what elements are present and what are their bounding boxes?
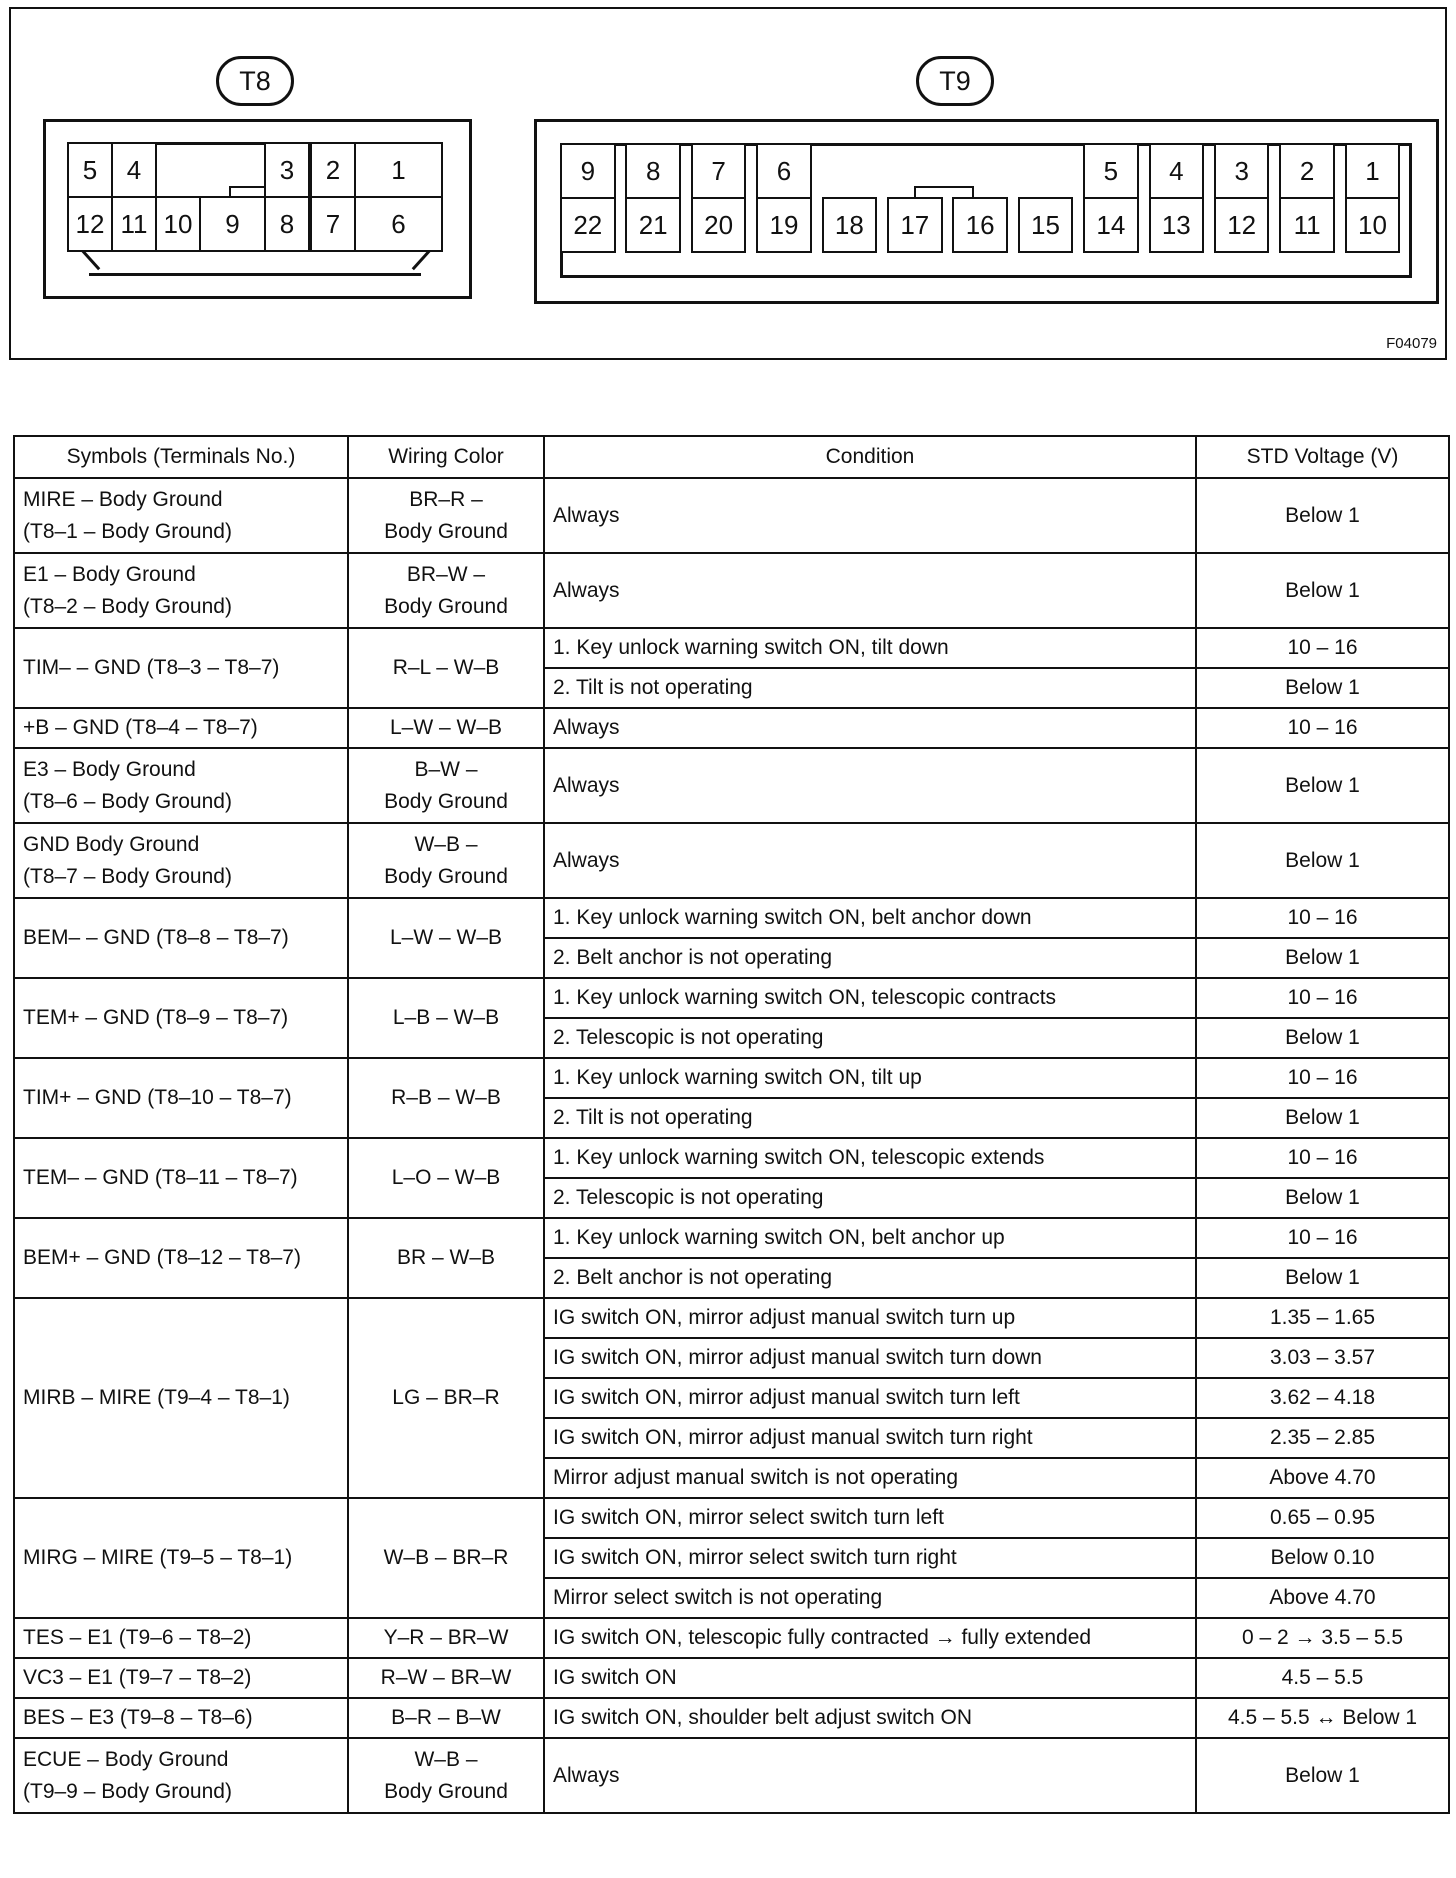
table-row xyxy=(14,978,1449,1018)
std-voltage-cell: Below 0.10 xyxy=(1196,1538,1449,1578)
t8-pin: 2 xyxy=(310,142,356,198)
symbol-cell xyxy=(14,748,348,823)
condition-cell: IG switch ON, telescopic fully contracted → fully extended xyxy=(544,1618,1196,1658)
symbol-cell xyxy=(14,978,348,1058)
wiring-color-cell xyxy=(348,748,544,823)
t9-pin: 20 xyxy=(691,197,747,253)
condition-cell: IG switch ON, mirror select switch turn left xyxy=(544,1498,1196,1538)
std-voltage-cell: Below 1 xyxy=(1196,668,1449,708)
t8-pin: 6 xyxy=(354,196,443,252)
t9-pin: 21 xyxy=(625,197,681,253)
t9-pin: 12 xyxy=(1214,197,1270,253)
std-voltage-cell: Above 4.70 xyxy=(1196,1458,1449,1498)
t8-pin: 9 xyxy=(199,196,266,252)
std-voltage-cell: Below 1 xyxy=(1196,823,1449,898)
std-voltage-cell: 0.65 – 0.95 xyxy=(1196,1498,1449,1538)
t9-connector-face xyxy=(560,143,1412,278)
std-voltage-cell: Below 1 xyxy=(1196,1738,1449,1813)
t9-connector-label: T9 xyxy=(916,56,994,106)
t9-pin: 14 xyxy=(1083,197,1139,253)
column-header-condition: Condition xyxy=(544,436,1196,478)
std-voltage-cell: 1.35 – 1.65 xyxy=(1196,1298,1449,1338)
symbol-text: MIRB – MIRE (T9–4 – T8–1) xyxy=(23,1386,290,1409)
t9-pin: 17 xyxy=(887,197,943,253)
table-row xyxy=(14,1698,1449,1738)
symbol-cell xyxy=(14,1298,348,1498)
t9-pin: 1 xyxy=(1345,143,1401,199)
wiring-color-cell xyxy=(348,978,544,1058)
condition-cell: Always xyxy=(544,708,1196,748)
condition-cell: 1. Key unlock warning switch ON, tilt up xyxy=(544,1058,1196,1098)
t8-pin: 4 xyxy=(111,142,157,198)
symbol-text: MIRE – Body Ground xyxy=(23,487,223,511)
condition-cell: 1. Key unlock warning switch ON, telescopic extends xyxy=(544,1138,1196,1178)
wiring-color-text: W–B – BR–R xyxy=(383,1546,509,1569)
symbol-text: (T8–1 – Body Ground) xyxy=(23,519,232,543)
table-header-row xyxy=(14,436,1449,478)
t9-pin: 9 xyxy=(560,143,616,199)
table-row xyxy=(14,553,1449,628)
condition-cell: 2. Belt anchor is not operating xyxy=(544,938,1196,978)
condition-cell: 2. Belt anchor is not operating xyxy=(544,1258,1196,1298)
t9-pin: 16 xyxy=(952,197,1008,253)
table-row xyxy=(14,1298,1449,1338)
wiring-color-text: LG – BR–R xyxy=(392,1386,500,1409)
wiring-color-text: BR–R – xyxy=(409,487,483,511)
condition-cell: IG switch ON xyxy=(544,1658,1196,1698)
std-voltage-cell: 0 – 2 → 3.5 – 5.5 xyxy=(1196,1618,1449,1658)
condition-cell: Always xyxy=(544,553,1196,628)
column-header-symbols: Symbols (Terminals No.) xyxy=(14,436,348,478)
t8-connector-housing xyxy=(43,119,472,299)
symbol-cell xyxy=(14,1698,348,1738)
symbol-text: VC3 – E1 (T9–7 – T8–2) xyxy=(23,1666,252,1689)
std-voltage-cell: 10 – 16 xyxy=(1196,978,1449,1018)
condition-cell: 2. Telescopic is not operating xyxy=(544,1018,1196,1058)
column-header-std-voltage: STD Voltage (V) xyxy=(1196,436,1449,478)
wiring-color-cell xyxy=(348,478,544,553)
table-row xyxy=(14,1498,1449,1538)
table-row xyxy=(14,748,1449,823)
t9-pin: 4 xyxy=(1149,143,1205,199)
t9-pin: 7 xyxy=(691,143,747,199)
symbol-text: (T9–9 – Body Ground) xyxy=(23,1779,232,1803)
symbol-cell xyxy=(14,708,348,748)
t9-pin: 13 xyxy=(1149,197,1205,253)
symbol-cell xyxy=(14,478,348,553)
std-voltage-cell: 4.5 – 5.5 xyxy=(1196,1658,1449,1698)
t9-pin: 18 xyxy=(822,197,878,253)
t9-pin: 22 xyxy=(560,197,616,253)
symbol-cell xyxy=(14,1658,348,1698)
std-voltage-cell: 10 – 16 xyxy=(1196,898,1449,938)
wiring-color-cell xyxy=(348,1618,544,1658)
t8-pin: 3 xyxy=(264,142,310,198)
wiring-color-text: BR–W – xyxy=(406,562,486,586)
std-voltage-cell: 10 – 16 xyxy=(1196,1138,1449,1178)
std-voltage-cell: Below 1 xyxy=(1196,748,1449,823)
condition-cell: 1. Key unlock warning switch ON, tilt down xyxy=(544,628,1196,668)
table-row xyxy=(14,823,1449,898)
wiring-color-text: Body Ground xyxy=(384,1779,508,1803)
condition-cell: IG switch ON, mirror select switch turn right xyxy=(544,1538,1196,1578)
condition-cell: Always xyxy=(544,748,1196,823)
symbol-cell xyxy=(14,1738,348,1813)
symbol-text: (T8–6 – Body Ground) xyxy=(23,789,232,813)
wiring-color-cell xyxy=(348,553,544,628)
symbol-cell xyxy=(14,1058,348,1138)
symbol-text: +B – GND (T8–4 – T8–7) xyxy=(23,716,258,739)
t8-pin: 12 xyxy=(67,196,113,252)
t8-pin: 10 xyxy=(155,196,201,252)
symbol-cell xyxy=(14,1218,348,1298)
wiring-color-text: R–B – W–B xyxy=(391,1086,501,1109)
wiring-color-text: L–W – W–B xyxy=(389,716,503,739)
symbol-text: E1 – Body Ground xyxy=(23,562,196,586)
wiring-color-cell xyxy=(348,1298,544,1498)
wiring-color-text: R–W – BR–W xyxy=(380,1666,512,1689)
connector-diagram xyxy=(9,7,1447,360)
std-voltage-cell: 10 – 16 xyxy=(1196,1058,1449,1098)
t8-pin: 7 xyxy=(310,196,356,252)
std-voltage-cell: 3.62 – 4.18 xyxy=(1196,1378,1449,1418)
symbol-text: TIM+ – GND (T8–10 – T8–7) xyxy=(23,1086,292,1109)
wiring-color-text: R–L – W–B xyxy=(392,656,500,679)
symbol-text: BEM+ – GND (T8–12 – T8–7) xyxy=(23,1246,301,1269)
wiring-color-text: L–O – W–B xyxy=(391,1166,501,1189)
std-voltage-cell: Below 1 xyxy=(1196,1098,1449,1138)
t8-pin: 8 xyxy=(264,196,310,252)
condition-cell: IG switch ON, mirror adjust manual switch turn down xyxy=(544,1338,1196,1378)
wiring-color-cell xyxy=(348,708,544,748)
condition-cell: 2. Telescopic is not operating xyxy=(544,1178,1196,1218)
figure-code: F04079 xyxy=(1386,335,1437,352)
symbol-cell xyxy=(14,1618,348,1658)
t9-pin: 3 xyxy=(1214,143,1270,199)
wiring-color-text: W–B – xyxy=(414,832,478,856)
condition-cell: IG switch ON, mirror adjust manual switch turn right xyxy=(544,1418,1196,1458)
std-voltage-cell: Below 1 xyxy=(1196,478,1449,553)
t9-pin: 8 xyxy=(625,143,681,199)
wiring-color-text: Body Ground xyxy=(384,594,508,618)
std-voltage-cell: 2.35 – 2.85 xyxy=(1196,1418,1449,1458)
condition-cell: Always xyxy=(544,823,1196,898)
condition-cell: IG switch ON, mirror adjust manual switch turn up xyxy=(544,1298,1196,1338)
std-voltage-cell: 3.03 – 3.57 xyxy=(1196,1338,1449,1378)
wiring-color-cell xyxy=(348,1698,544,1738)
t9-pin: 5 xyxy=(1083,143,1139,199)
t9-pin: 15 xyxy=(1018,197,1074,253)
condition-cell: 2. Tilt is not operating xyxy=(544,668,1196,708)
condition-cell: Mirror select switch is not operating xyxy=(544,1578,1196,1618)
std-voltage-cell: Below 1 xyxy=(1196,1018,1449,1058)
symbol-cell xyxy=(14,898,348,978)
std-voltage-cell: 10 – 16 xyxy=(1196,1218,1449,1258)
wiring-color-text: B–R – B–W xyxy=(391,1706,501,1729)
table-row xyxy=(14,898,1449,938)
wiring-color-text: W–B – xyxy=(414,1747,478,1771)
wiring-color-cell xyxy=(348,898,544,978)
t8-pin: 1 xyxy=(354,142,443,198)
symbol-text: ECUE – Body Ground xyxy=(23,1747,229,1771)
condition-cell: Always xyxy=(544,1738,1196,1813)
symbol-text: MIRG – MIRE (T9–5 – T8–1) xyxy=(23,1546,293,1569)
symbol-text: BES – E3 (T9–8 – T8–6) xyxy=(23,1706,253,1729)
wiring-color-cell xyxy=(348,1738,544,1813)
table-row xyxy=(14,1618,1449,1658)
std-voltage-cell: 4.5 – 5.5 ↔ Below 1 xyxy=(1196,1698,1449,1738)
symbol-text: (T8–2 – Body Ground) xyxy=(23,594,232,618)
wiring-color-cell xyxy=(348,1138,544,1218)
symbol-cell xyxy=(14,628,348,708)
wiring-color-cell xyxy=(348,823,544,898)
symbol-cell xyxy=(14,1498,348,1618)
table-row xyxy=(14,1658,1449,1698)
table-row xyxy=(14,628,1449,668)
t8-connector-face xyxy=(67,142,443,276)
condition-cell: IG switch ON, shoulder belt adjust switch ON xyxy=(544,1698,1196,1738)
t8-pin: 11 xyxy=(111,196,157,252)
t8-connector-label: T8 xyxy=(216,56,294,106)
condition-cell: 1. Key unlock warning switch ON, belt anchor down xyxy=(544,898,1196,938)
wiring-color-text: L–W – W–B xyxy=(389,926,503,949)
symbol-cell xyxy=(14,553,348,628)
t9-pin: 2 xyxy=(1279,143,1335,199)
wiring-color-text: Body Ground xyxy=(384,789,508,813)
ecu-terminal-voltage-table xyxy=(13,435,1450,1814)
table-row xyxy=(14,478,1449,553)
table-body xyxy=(14,478,1449,1813)
table-row xyxy=(14,708,1449,748)
t9-pin: 6 xyxy=(756,143,812,199)
symbol-cell xyxy=(14,1138,348,1218)
condition-cell: 2. Tilt is not operating xyxy=(544,1098,1196,1138)
column-header-wiring-color: Wiring Color xyxy=(348,436,544,478)
symbol-text: TEM+ – GND (T8–9 – T8–7) xyxy=(23,1006,289,1029)
table-row xyxy=(14,1058,1449,1098)
std-voltage-cell: Below 1 xyxy=(1196,553,1449,628)
table-row xyxy=(14,1218,1449,1258)
condition-cell: 1. Key unlock warning switch ON, telescopic contracts xyxy=(544,978,1196,1018)
wiring-color-text: B–W – xyxy=(414,757,478,781)
symbol-text: E3 – Body Ground xyxy=(23,757,196,781)
t9-pin: 10 xyxy=(1345,197,1401,253)
wiring-color-text: BR – W–B xyxy=(396,1246,496,1269)
wiring-color-text: Y–R – BR–W xyxy=(383,1626,509,1649)
table-row xyxy=(14,1138,1449,1178)
std-voltage-cell: Above 4.70 xyxy=(1196,1578,1449,1618)
symbol-text: (T8–7 – Body Ground) xyxy=(23,864,232,888)
condition-cell: Always xyxy=(544,478,1196,553)
condition-cell: IG switch ON, mirror adjust manual switch turn left xyxy=(544,1378,1196,1418)
wiring-color-text: L–B – W–B xyxy=(392,1006,500,1029)
symbol-text: TIM– – GND (T8–3 – T8–7) xyxy=(23,656,280,679)
condition-cell: Mirror adjust manual switch is not operating xyxy=(544,1458,1196,1498)
t9-pin: 11 xyxy=(1279,197,1335,253)
t9-pin: 19 xyxy=(756,197,812,253)
t9-connector-housing xyxy=(534,119,1439,304)
condition-cell: 1. Key unlock warning switch ON, belt anchor up xyxy=(544,1218,1196,1258)
symbol-text: BEM– – GND (T8–8 – T8–7) xyxy=(23,926,289,949)
std-voltage-cell: Below 1 xyxy=(1196,938,1449,978)
wiring-color-cell xyxy=(348,628,544,708)
table-row xyxy=(14,1738,1449,1813)
symbol-text: GND Body Ground xyxy=(23,832,200,856)
std-voltage-cell: Below 1 xyxy=(1196,1178,1449,1218)
std-voltage-cell: 10 – 16 xyxy=(1196,708,1449,748)
wiring-color-text: Body Ground xyxy=(384,864,508,888)
symbol-text: TEM– – GND (T8–11 – T8–7) xyxy=(23,1166,298,1189)
std-voltage-cell: 10 – 16 xyxy=(1196,628,1449,668)
symbol-text: TES – E1 (T9–6 – T8–2) xyxy=(23,1626,252,1649)
wiring-color-cell xyxy=(348,1498,544,1618)
symbol-cell xyxy=(14,823,348,898)
wiring-color-text: Body Ground xyxy=(384,519,508,543)
wiring-color-cell xyxy=(348,1058,544,1138)
wiring-color-cell xyxy=(348,1658,544,1698)
wiring-color-cell xyxy=(348,1218,544,1298)
t8-pin: 5 xyxy=(67,142,113,198)
std-voltage-cell: Below 1 xyxy=(1196,1258,1449,1298)
